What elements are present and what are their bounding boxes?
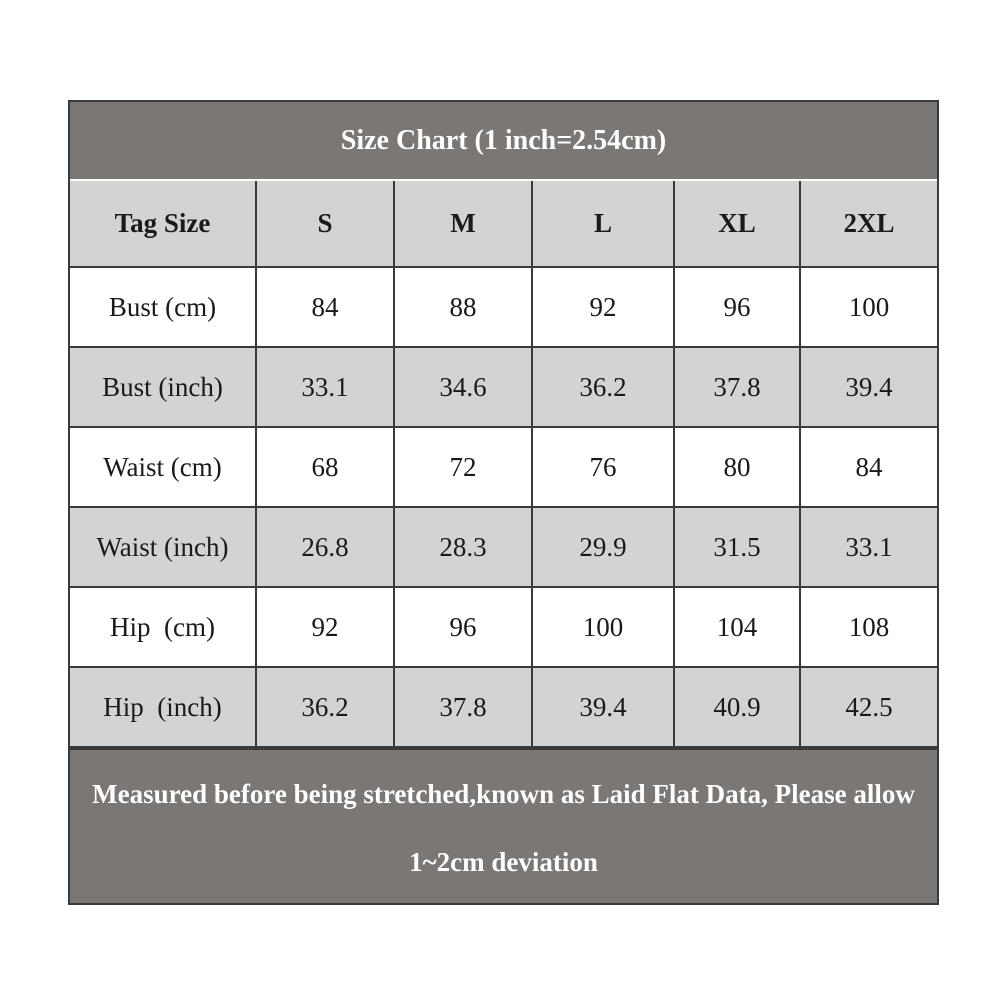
- header-size-m: M: [394, 181, 532, 267]
- header-label: Tag Size: [70, 181, 256, 267]
- table-cell: 39.4: [800, 347, 937, 427]
- table-row: [70, 427, 937, 507]
- table-cell: 96: [674, 267, 800, 347]
- size-chart: [68, 100, 939, 905]
- header-size-l: L: [532, 181, 674, 267]
- header-row: [70, 181, 937, 267]
- table-cell: 76: [532, 427, 674, 507]
- table-row: [70, 347, 937, 427]
- table-cell: 96: [394, 587, 532, 667]
- table-row: [70, 667, 937, 747]
- note-line-2: 1~2cm deviation: [409, 847, 598, 877]
- row-label: Waist (inch): [70, 507, 256, 587]
- table-cell: 29.9: [532, 507, 674, 587]
- chart-title: Size Chart (1 inch=2.54cm): [70, 102, 937, 181]
- table-cell: 37.8: [674, 347, 800, 427]
- table-row: [70, 267, 937, 347]
- table-cell: 72: [394, 427, 532, 507]
- table-cell: 92: [532, 267, 674, 347]
- row-label: Bust (cm): [70, 267, 256, 347]
- table-cell: 37.8: [394, 667, 532, 747]
- table-cell: 33.1: [800, 507, 937, 587]
- table-cell: 92: [256, 587, 394, 667]
- table-cell: 39.4: [532, 667, 674, 747]
- table-cell: 100: [800, 267, 937, 347]
- row-label: Bust (inch): [70, 347, 256, 427]
- table-row: [70, 587, 937, 667]
- table-cell: 36.2: [532, 347, 674, 427]
- size-table: [70, 181, 937, 748]
- table-cell: 84: [256, 267, 394, 347]
- header-size-xl: XL: [674, 181, 800, 267]
- table-cell: 28.3: [394, 507, 532, 587]
- table-cell: 108: [800, 587, 937, 667]
- table-cell: 88: [394, 267, 532, 347]
- table-cell: 40.9: [674, 667, 800, 747]
- table-cell: 26.8: [256, 507, 394, 587]
- table-cell: 80: [674, 427, 800, 507]
- row-label: Hip (inch): [70, 667, 256, 747]
- table-cell: 68: [256, 427, 394, 507]
- header-size-s: S: [256, 181, 394, 267]
- row-label: Hip (cm): [70, 587, 256, 667]
- table-cell: 104: [674, 587, 800, 667]
- row-label: Waist (cm): [70, 427, 256, 507]
- measurement-note: [70, 748, 937, 903]
- header-size-2xl: 2XL: [800, 181, 937, 267]
- table-row: [70, 507, 937, 587]
- table-cell: 34.6: [394, 347, 532, 427]
- table-cell: 33.1: [256, 347, 394, 427]
- table-cell: 100: [532, 587, 674, 667]
- table-cell: 36.2: [256, 667, 394, 747]
- table-cell: 84: [800, 427, 937, 507]
- note-line-1: Measured before being stretched,known as Laid Flat Data, Please allow: [92, 779, 915, 809]
- table-cell: 31.5: [674, 507, 800, 587]
- table-cell: 42.5: [800, 667, 937, 747]
